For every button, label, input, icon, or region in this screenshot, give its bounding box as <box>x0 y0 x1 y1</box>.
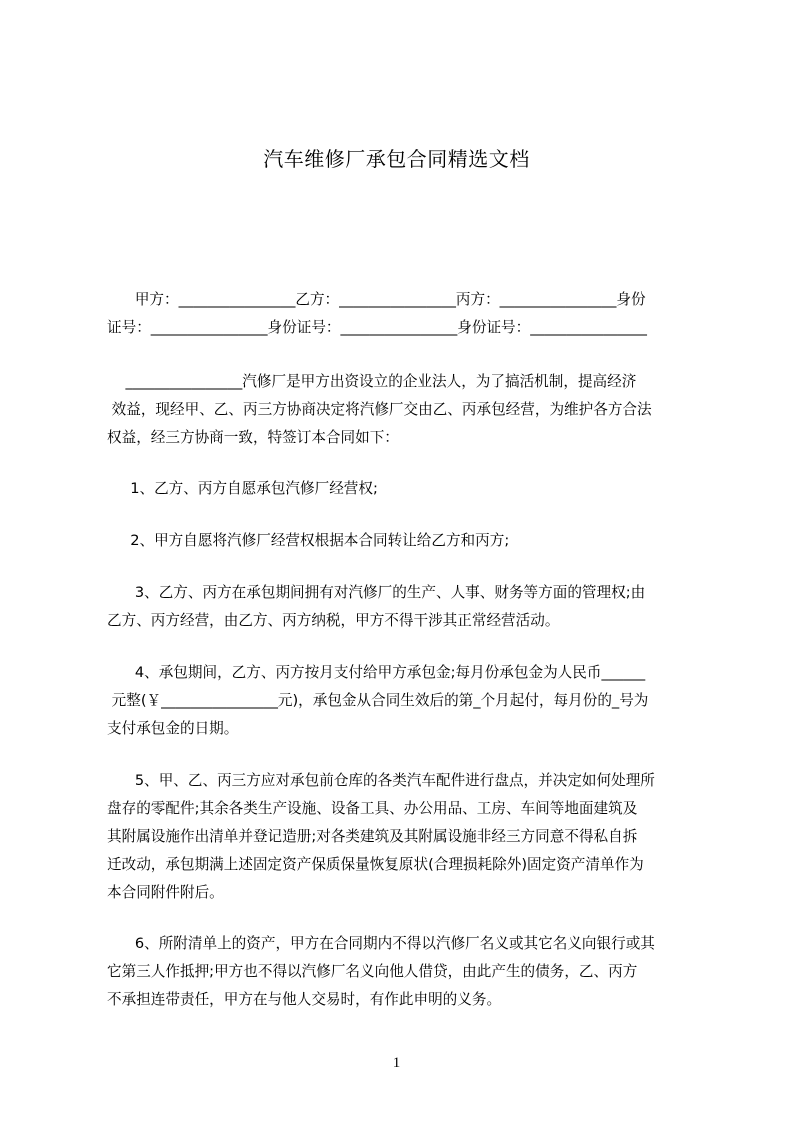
text-line: 4、承包期间，乙方、丙方按月支付给甲方承包金;每月份承包金为人民币______ <box>107 664 646 681</box>
text-line: 6、所附清单上的资产，甲方在合同期内不得以汽修厂名义或其它名义向银行或其 <box>107 935 655 952</box>
text-line: 本合同附件附后。 <box>107 884 224 901</box>
clause-1 <box>107 475 707 503</box>
text-line: 不承担连带责任，甲方在与他人交易时，有作此申明的义务。 <box>107 991 502 1008</box>
clause-4 <box>107 659 707 743</box>
text-line: 效益，现经甲、乙、丙三方协商决定将汽修厂交由乙、丙承包经营，为维护各方合法 <box>107 401 652 418</box>
text-line: ________________汽修厂是甲方出资设立的企业法人，为了搞活机制，提高经济 <box>107 373 637 390</box>
text-line: 5、甲、乙、丙三方应对承包前仓库的各类汽车配件进行盘点，并决定如何处理所 <box>107 772 655 789</box>
text-line: 证号：________________身份证号：________________身份证号：________________ <box>107 319 647 336</box>
text-line: 元整(￥________________元)，承包金从合同生效后的第_个月起付，每月份的_号为 <box>107 692 649 709</box>
parties-paragraph <box>107 286 707 342</box>
text-line: 3、乙方、丙方在承包期间拥有对汽修厂的生产、人事、财务等方面的管理权;由 <box>107 584 646 601</box>
clause-2 <box>107 527 707 555</box>
clause-6 <box>107 930 707 1014</box>
text-line: 甲方：________________乙方：________________丙方：________________身份 <box>107 291 646 308</box>
text-line: 它第三人作抵押;甲方也不得以汽修厂名义向他人借贷，由此产生的债务，乙、丙方 <box>107 963 638 980</box>
clause-5 <box>107 767 707 907</box>
text-line: 其附属设施作出清单并登记造册;对各类建筑及其附属设施非经三方同意不得私自拆 <box>107 828 638 845</box>
text-line: 盘存的零配件;其余各类生产设施、设备工具、办公用品、工房、车间等地面建筑及 <box>107 800 638 817</box>
clause-3 <box>107 579 707 635</box>
document-title: 汽车维修厂承包合同精选文档 <box>263 147 530 171</box>
text-line: 乙方、丙方经营，由乙方、丙方纳税，甲方不得干涉其正常经营活动。 <box>107 612 560 629</box>
intro-paragraph <box>107 368 707 452</box>
text-line: 迁改动，承包期满上述固定资产保质保量恢复原状(合理损耗除外)固定资产清单作为 <box>107 856 644 873</box>
text-line: 2、甲方自愿将汽修厂经营权根据本合同转让给乙方和丙方; <box>107 532 510 549</box>
text-line: 支付承包金的日期。 <box>107 720 239 737</box>
text-line: 权益，经三方协商一致，特签订本合同如下： <box>107 429 399 446</box>
text-line: 1、乙方、丙方自愿承包汽修厂经营权; <box>107 480 378 497</box>
page-number: 1 <box>392 1055 401 1071</box>
